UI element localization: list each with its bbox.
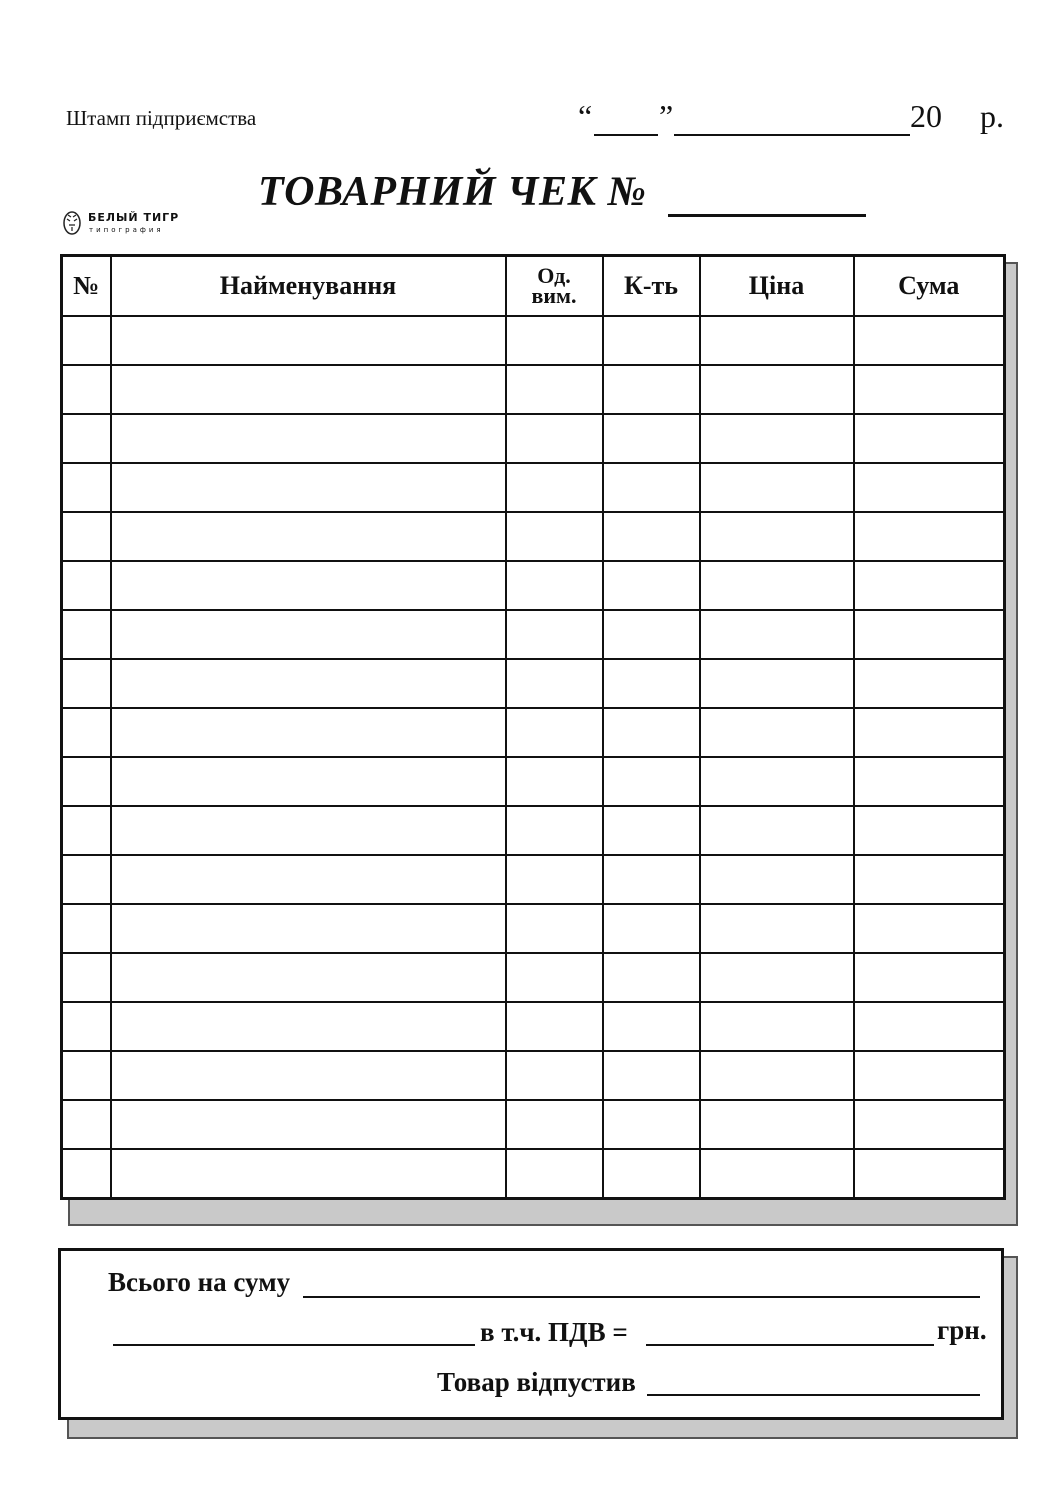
cell-unit[interactable] xyxy=(506,316,603,365)
cell-name[interactable] xyxy=(111,1100,506,1149)
cell-num[interactable] xyxy=(62,1002,111,1051)
cell-name[interactable] xyxy=(111,757,506,806)
col-header-price: Ціна xyxy=(700,256,854,317)
table-row xyxy=(62,610,1005,659)
vat-label: в т.ч. ПДВ = xyxy=(480,1317,628,1347)
cell-sum[interactable] xyxy=(854,1051,1005,1100)
cell-price[interactable] xyxy=(700,1051,854,1100)
cell-unit[interactable] xyxy=(506,512,603,561)
cell-qty[interactable] xyxy=(603,757,700,806)
col-header-unit xyxy=(506,256,603,317)
cell-qty[interactable] xyxy=(603,708,700,757)
cell-unit[interactable] xyxy=(506,855,603,904)
cell-sum[interactable] xyxy=(854,610,1005,659)
month-blank[interactable] xyxy=(674,134,910,136)
cell-name[interactable] xyxy=(111,610,506,659)
cell-num[interactable] xyxy=(62,757,111,806)
cell-qty[interactable] xyxy=(603,1051,700,1100)
cell-name[interactable] xyxy=(111,561,506,610)
document-title xyxy=(258,168,878,224)
table-row xyxy=(62,365,1005,414)
cell-unit[interactable] xyxy=(506,659,603,708)
cell-sum[interactable] xyxy=(854,855,1005,904)
cell-qty[interactable] xyxy=(603,855,700,904)
vat-amount-blank[interactable] xyxy=(646,1344,934,1346)
currency-label: грн. xyxy=(937,1315,987,1345)
cell-sum[interactable] xyxy=(854,365,1005,414)
cell-num[interactable] xyxy=(62,1149,111,1199)
cell-price[interactable] xyxy=(700,659,854,708)
cell-num[interactable] xyxy=(62,1100,111,1149)
cell-price[interactable] xyxy=(700,1100,854,1149)
col-header-number: № xyxy=(62,256,111,317)
cell-num[interactable] xyxy=(62,561,111,610)
logo-name: БЕЛЫЙ ТИГР xyxy=(88,211,180,224)
cell-qty[interactable] xyxy=(603,1002,700,1051)
cell-qty[interactable] xyxy=(603,953,700,1002)
cell-price[interactable] xyxy=(700,806,854,855)
cell-unit[interactable] xyxy=(506,1100,603,1149)
cell-sum[interactable] xyxy=(854,463,1005,512)
cell-qty[interactable] xyxy=(603,512,700,561)
cell-qty[interactable] xyxy=(603,806,700,855)
cell-sum[interactable] xyxy=(854,757,1005,806)
cell-unit[interactable] xyxy=(506,1051,603,1100)
cell-price[interactable] xyxy=(700,1149,854,1199)
table-row xyxy=(62,316,1005,365)
cell-num[interactable] xyxy=(62,904,111,953)
cell-sum[interactable] xyxy=(854,659,1005,708)
table-row xyxy=(62,561,1005,610)
cell-price[interactable] xyxy=(700,463,854,512)
cell-price[interactable] xyxy=(700,708,854,757)
cell-price[interactable] xyxy=(700,316,854,365)
table-row xyxy=(62,708,1005,757)
cell-sum[interactable] xyxy=(854,414,1005,463)
cell-unit[interactable] xyxy=(506,1002,603,1051)
released-label: Товар відпустив xyxy=(437,1367,636,1397)
cell-unit[interactable] xyxy=(506,757,603,806)
total-words-blank[interactable] xyxy=(113,1344,475,1346)
cell-unit[interactable] xyxy=(506,561,603,610)
total-amount-blank[interactable] xyxy=(303,1296,980,1298)
cell-sum[interactable] xyxy=(854,904,1005,953)
cell-unit[interactable] xyxy=(506,708,603,757)
cell-sum[interactable] xyxy=(854,806,1005,855)
cell-sum[interactable] xyxy=(854,708,1005,757)
date-close-quote: ” xyxy=(659,98,674,134)
cell-num[interactable] xyxy=(62,512,111,561)
col-header-quantity: К-ть xyxy=(603,256,700,317)
cell-unit[interactable] xyxy=(506,414,603,463)
cell-qty[interactable] xyxy=(603,1100,700,1149)
cell-name[interactable] xyxy=(111,365,506,414)
cell-sum[interactable] xyxy=(854,1149,1005,1199)
cell-qty[interactable] xyxy=(603,463,700,512)
cell-price[interactable] xyxy=(700,904,854,953)
cell-price[interactable] xyxy=(700,512,854,561)
table-row xyxy=(62,463,1005,512)
table-row xyxy=(62,1002,1005,1051)
cell-qty[interactable] xyxy=(603,1149,700,1199)
table-row xyxy=(62,806,1005,855)
cell-unit[interactable] xyxy=(506,904,603,953)
total-label: Всього на суму xyxy=(108,1267,291,1297)
day-blank[interactable] xyxy=(594,134,658,136)
cell-name[interactable] xyxy=(111,316,506,365)
table-row xyxy=(62,1149,1005,1199)
cell-num[interactable] xyxy=(62,659,111,708)
table-row xyxy=(62,953,1005,1002)
cell-unit[interactable] xyxy=(506,953,603,1002)
tiger-head-icon xyxy=(62,210,82,238)
date-open-quote: “ xyxy=(578,98,593,134)
cell-sum[interactable] xyxy=(854,1002,1005,1051)
cell-num[interactable] xyxy=(62,855,111,904)
cell-qty[interactable] xyxy=(603,365,700,414)
title-text: ТОВАРНИЙ ЧЕК № xyxy=(258,169,647,215)
table-header-row xyxy=(62,256,1005,317)
cell-qty[interactable] xyxy=(603,316,700,365)
cell-name[interactable] xyxy=(111,659,506,708)
cell-price[interactable] xyxy=(700,610,854,659)
year-suffix: р. xyxy=(980,98,1004,134)
table-row xyxy=(62,512,1005,561)
cell-num[interactable] xyxy=(62,610,111,659)
released-by-blank[interactable] xyxy=(647,1394,980,1396)
cell-unit[interactable] xyxy=(506,365,603,414)
cell-unit[interactable] xyxy=(506,1149,603,1199)
cell-sum[interactable] xyxy=(854,316,1005,365)
cell-num[interactable] xyxy=(62,806,111,855)
cell-name[interactable] xyxy=(111,463,506,512)
cell-name[interactable] xyxy=(111,414,506,463)
cell-unit[interactable] xyxy=(506,463,603,512)
cell-qty[interactable] xyxy=(603,659,700,708)
cell-num[interactable] xyxy=(62,1051,111,1100)
cell-sum[interactable] xyxy=(854,1100,1005,1149)
cell-name[interactable] xyxy=(111,806,506,855)
table-row xyxy=(62,855,1005,904)
cell-price[interactable] xyxy=(700,414,854,463)
unit-line-2: вим. xyxy=(531,283,577,308)
cell-num[interactable] xyxy=(62,365,111,414)
cell-price[interactable] xyxy=(700,365,854,414)
cell-qty[interactable] xyxy=(603,610,700,659)
year-prefix: 20 xyxy=(910,98,942,134)
table-row xyxy=(62,904,1005,953)
cell-num[interactable] xyxy=(62,953,111,1002)
cell-qty[interactable] xyxy=(603,561,700,610)
cell-name[interactable] xyxy=(111,512,506,561)
printer-logo xyxy=(62,210,192,240)
cell-qty[interactable] xyxy=(603,904,700,953)
stamp-label: Штамп підприємства xyxy=(66,106,257,130)
cell-name[interactable] xyxy=(111,953,506,1002)
cell-sum[interactable] xyxy=(854,953,1005,1002)
cell-name[interactable] xyxy=(111,1051,506,1100)
cell-price[interactable] xyxy=(700,855,854,904)
cell-name[interactable] xyxy=(111,855,506,904)
cell-unit[interactable] xyxy=(506,610,603,659)
table-row xyxy=(62,757,1005,806)
cell-sum[interactable] xyxy=(854,512,1005,561)
cell-name[interactable] xyxy=(111,1149,506,1199)
cell-sum[interactable] xyxy=(854,561,1005,610)
cell-qty[interactable] xyxy=(603,414,700,463)
unit-line-1: Од. xyxy=(537,263,571,288)
cell-num[interactable] xyxy=(62,463,111,512)
cell-unit[interactable] xyxy=(506,806,603,855)
cell-num[interactable] xyxy=(62,708,111,757)
table-row xyxy=(62,1100,1005,1149)
table-row xyxy=(62,414,1005,463)
cell-price[interactable] xyxy=(700,1002,854,1051)
cell-num[interactable] xyxy=(62,414,111,463)
cell-num[interactable] xyxy=(62,316,111,365)
cell-price[interactable] xyxy=(700,561,854,610)
logo-subtitle: типография xyxy=(89,226,164,234)
cell-name[interactable] xyxy=(111,1002,506,1051)
check-number-blank[interactable] xyxy=(668,214,866,217)
table-row xyxy=(62,1051,1005,1100)
cell-price[interactable] xyxy=(700,757,854,806)
items-table xyxy=(60,254,1006,1200)
col-header-sum: Сума xyxy=(854,256,1005,317)
cell-price[interactable] xyxy=(700,953,854,1002)
cell-name[interactable] xyxy=(111,904,506,953)
cell-name[interactable] xyxy=(111,708,506,757)
table-row xyxy=(62,659,1005,708)
totals-box xyxy=(58,1248,1004,1420)
col-header-name: Найменування xyxy=(111,256,506,317)
